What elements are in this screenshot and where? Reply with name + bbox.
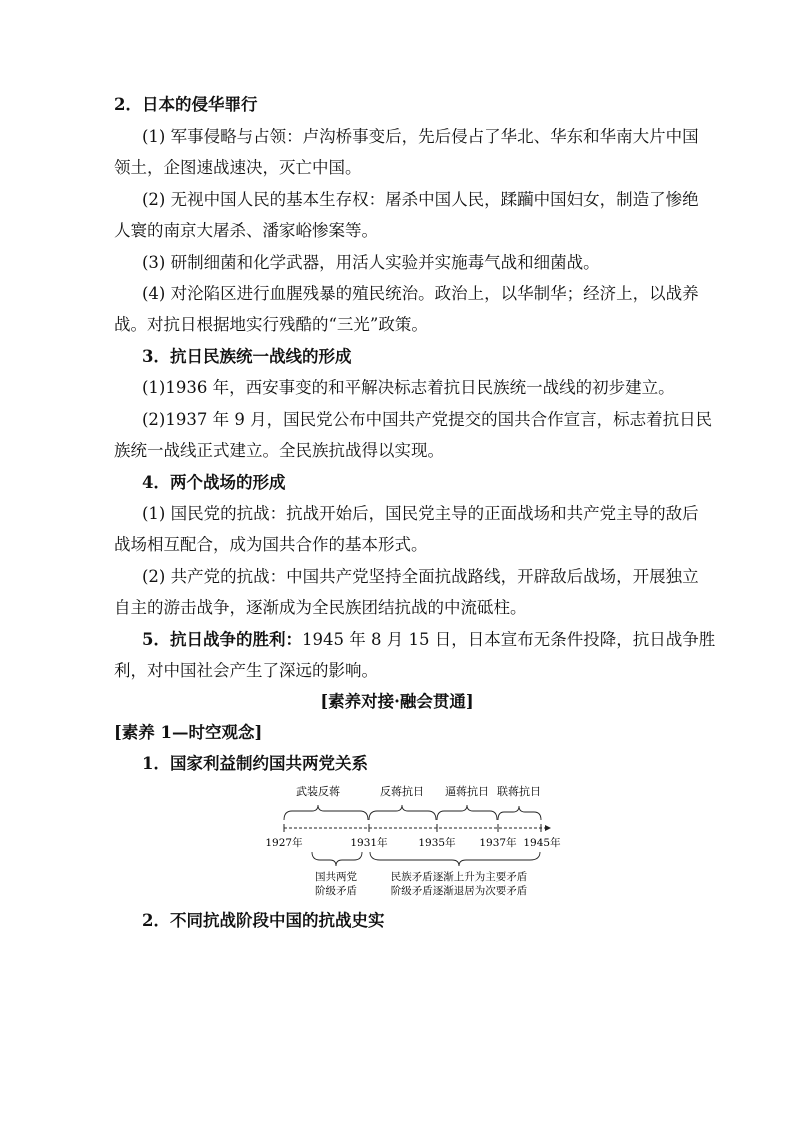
sec3-p2-line1: (2)1937 年 9 月，国民党公布中国共产党提交的国共合作宣言，标志着抗日民 [142, 410, 713, 429]
sec3-p1: (1)1936 年，西安事变的和平解决标志着抗日民族统一战线的初步建立。 [142, 378, 675, 397]
sec5-text-line1: 1945 年 8 月 15 日，日本宣布无条件投降，抗日战争胜 [301, 630, 716, 649]
bottom-brace-right [370, 852, 540, 866]
timeline-arrow [545, 825, 551, 831]
sec4-p2-line2: 自主的游击战争，逐渐成为全民族团结抗战的中流砥柱。 [114, 598, 527, 617]
timeline-top-label-4: 联蒋抗日 [497, 785, 541, 798]
section-2-heading: 2．日本的侵华罪行 [114, 95, 258, 114]
item-2-heading: 2．不同抗战阶段中国的抗战史实 [142, 911, 385, 930]
literacy-title: [素养 1—时空观念] [114, 723, 263, 742]
bottom-left-label-1: 国共两党 [315, 871, 357, 883]
top-brace-2 [369, 805, 436, 820]
sec2-p3: (3) 研制细菌和化学武器，用活人实验并实施毒气战和细菌战。 [142, 253, 600, 272]
year-label-1945: 1945年 [523, 837, 561, 849]
bottom-right-label-2: 阶级矛盾逐渐退居为次要矛盾 [390, 885, 528, 897]
bottom-right-label-1: 民族矛盾逐渐上升为主要矛盾 [390, 871, 528, 883]
sec2-p1-line2: 领土，企图速战速决，灭亡中国。 [114, 158, 362, 177]
timeline-diagram [262, 780, 562, 900]
section-3-heading: 3．抗日民族统一战线的形成 [142, 347, 352, 366]
year-label-1937: 1937年 [479, 837, 517, 849]
item-1-heading: 1．国家利益制约国共两党关系 [142, 754, 368, 773]
sec2-p2-line1: (2) 无视中国人民的基本生存权：屠杀中国人民，蹂躏中国妇女，制造了惨绝 [142, 190, 699, 209]
bottom-left-label-2: 阶级矛盾 [315, 885, 357, 897]
top-brace-3 [437, 805, 497, 820]
timeline-top-label-3: 逼蒋抗日 [445, 785, 489, 798]
year-label-1935: 1935年 [418, 837, 456, 849]
year-label-1927: 1927年 [265, 837, 303, 849]
sec5-text-line2: 利，对中国社会产生了深远的影响。 [114, 661, 378, 680]
bottom-brace-left [312, 852, 362, 866]
top-brace-4 [498, 806, 541, 820]
top-brace-1 [284, 805, 368, 820]
section-5-heading: 5．抗日战争的胜利： [142, 630, 302, 649]
section-title: [素养对接·融会贯通] [320, 692, 474, 711]
sec3-p2-line2: 族统一战线正式建立。全民族抗战得以实现。 [114, 441, 444, 460]
sec2-p2-line2: 人寰的南京大屠杀、潘家峪惨案等。 [114, 221, 378, 240]
section-4-heading: 4．两个战场的形成 [142, 473, 286, 492]
timeline-top-label-2: 反蒋抗日 [380, 785, 424, 798]
sec2-p4-line2: 战。对抗日根据地实行残酷的“三光”政策。 [114, 315, 428, 334]
sec4-p2-line1: (2) 共产党的抗战：中国共产党坚持全面抗战路线，开辟敌后战场，开展独立 [142, 567, 699, 586]
year-label-1931: 1931年 [350, 837, 388, 849]
sec4-p1-line2: 战场相互配合，成为国共合作的基本形式。 [114, 535, 428, 554]
section-5 [142, 629, 715, 651]
sec2-p4-line1: (4) 对沦陷区进行血腥残暴的殖民统治。政治上，以华制华；经济上，以战养 [142, 284, 699, 303]
timeline-top-label-1: 武装反蒋 [296, 785, 340, 798]
sec2-p1-line1: (1) 军事侵略与占领：卢沟桥事变后，先后侵占了华北、华东和华南大片中国 [142, 127, 699, 146]
sec4-p1-line1: (1) 国民党的抗战：抗战开始后，国民党主导的正面战场和共产党主导的敌后 [142, 504, 699, 523]
